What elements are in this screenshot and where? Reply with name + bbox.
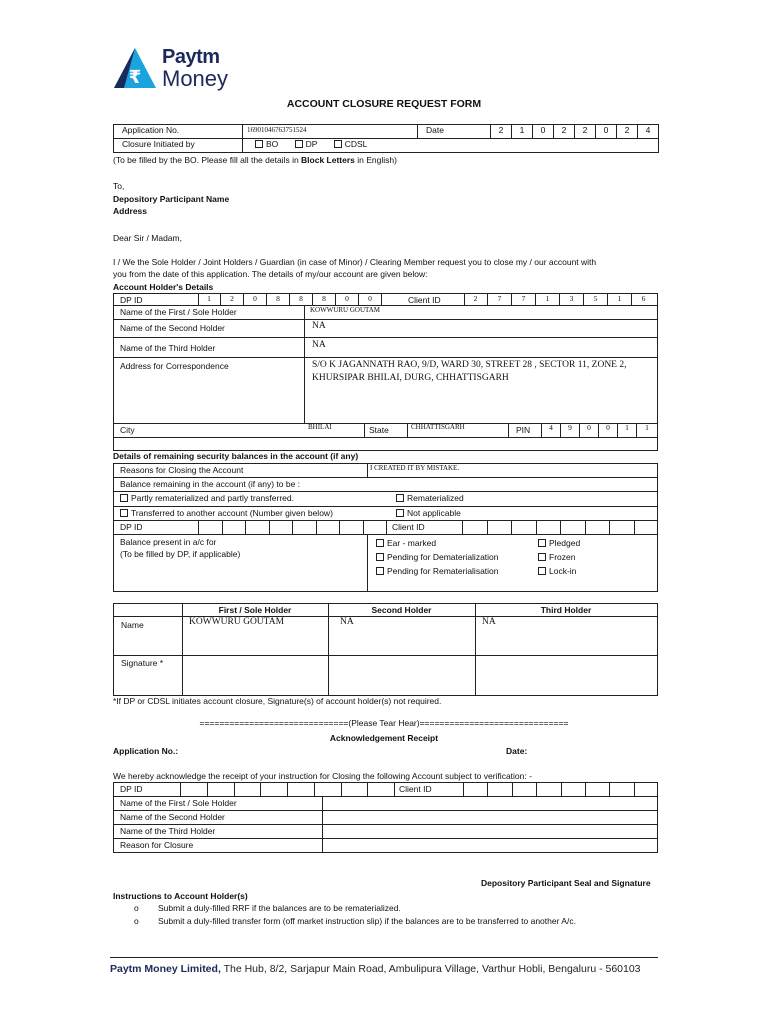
dp-id-digit: 0 <box>244 294 267 305</box>
signature-row-label: Signature * <box>121 658 164 668</box>
date-label: Date <box>418 125 491 139</box>
ack-reason-label: Reason for Closure <box>120 840 194 850</box>
checkbox-icon <box>334 140 342 148</box>
col-second-holder: Second Holder <box>371 605 432 615</box>
option-not-applicable[interactable]: Not applicable <box>396 508 461 519</box>
pin-label: PIN <box>516 425 531 435</box>
first-holder-label: Name of the First / Sole Holder <box>120 307 237 317</box>
body-line-1: I / We the Sole Holder / Joint Holders / Guardian (in case of Minor) / Clearing Member request you to close my / our account with <box>113 257 597 267</box>
signature-note: *If DP or CDSL initiates account closure, Signature(s) of account holder(s) not required. <box>113 696 442 706</box>
client-id-digit: 2 <box>464 294 488 305</box>
checkbox-dp[interactable]: DP <box>295 139 318 149</box>
ack-second-holder-field[interactable] <box>323 811 657 824</box>
state-label: State <box>369 425 389 435</box>
pin-digit: 9 <box>561 423 580 437</box>
checkbox-icon <box>376 539 384 547</box>
ack-heading: Acknowledgement Receipt <box>329 733 439 743</box>
option-pending-remat[interactable]: Pending for Rematerialisation <box>376 566 499 577</box>
dp-id-digit: 8 <box>313 294 336 305</box>
signature-box-second[interactable] <box>329 656 475 695</box>
checkbox-bo[interactable]: BO <box>255 139 278 149</box>
balances-dp-id-boxes[interactable] <box>198 520 387 534</box>
balances-client-id-label: Client ID <box>392 522 425 532</box>
instructions-heading: Instructions to Account Holder(s) <box>113 891 248 901</box>
dp-id-label: DP ID <box>120 295 143 305</box>
logo-text-money: Money <box>162 66 229 91</box>
bullet-icon: o <box>134 903 139 913</box>
client-id-digit: 1 <box>536 294 560 305</box>
ack-text: We hereby acknowledge the receipt of your instruction for Closing the following Account subject to verification: - <box>113 771 532 781</box>
checkbox-cdsl[interactable]: CDSL <box>334 139 368 149</box>
ack-dp-id-label: DP ID <box>120 784 143 794</box>
pin-boxes[interactable] <box>541 423 658 437</box>
address-label: Address <box>113 206 148 216</box>
balances-client-id-boxes[interactable] <box>462 520 658 534</box>
checkbox-icon <box>120 509 128 517</box>
client-id-digit: 1 <box>608 294 632 305</box>
pin-digit: 0 <box>599 423 618 437</box>
name-row-label: Name <box>121 620 144 630</box>
checkbox-icon <box>396 494 404 502</box>
balances-table <box>113 463 658 592</box>
pin-digit: 0 <box>580 423 599 437</box>
checkbox-icon <box>120 494 128 502</box>
instruction-item: o Submit a duly-filled RRF if the balances are to be rematerialized. <box>134 903 401 913</box>
ack-dp-id-boxes[interactable] <box>180 783 395 796</box>
checkbox-icon <box>538 553 546 561</box>
signature-box-third[interactable] <box>476 656 657 695</box>
bullet-icon: o <box>134 916 139 926</box>
col-first-holder: First / Sole Holder <box>218 605 292 615</box>
dp-id-digit: 8 <box>290 294 313 305</box>
checkbox-icon <box>376 567 384 575</box>
client-id-label: Client ID <box>408 295 441 305</box>
ack-third-holder-field[interactable] <box>323 825 657 838</box>
sig-name-third[interactable]: NA <box>482 617 496 627</box>
pin-digit: 1 <box>618 423 637 437</box>
second-holder-label: Name of the Second Holder <box>120 323 225 333</box>
ack-table <box>113 782 658 853</box>
dp-id-digit: 1 <box>198 294 221 305</box>
city-value[interactable]: BHILAI <box>308 423 332 431</box>
dp-seal-signature: Depository Participant Seal and Signature <box>481 878 651 888</box>
dp-id-digit: 2 <box>221 294 244 305</box>
ack-third-holder-label: Name of the Third Holder <box>120 826 216 836</box>
third-holder-label: Name of the Third Holder <box>120 343 216 353</box>
paytm-money-logo <box>112 44 252 100</box>
date-digit[interactable]: 0 <box>533 125 554 139</box>
option-pledged[interactable]: Pledged <box>538 538 580 549</box>
instruction-item: o Submit a duly-filled transfer form (off market instruction slip) if the balances are to be transferred to another A/c. <box>134 916 576 926</box>
sig-name-second[interactable]: NA <box>340 617 354 627</box>
date-digit[interactable]: 2 <box>554 125 575 139</box>
ack-date-label: Date: <box>506 746 528 756</box>
third-holder-value[interactable]: NA <box>312 340 326 350</box>
option-ear-marked[interactable]: Ear - marked <box>376 538 436 549</box>
to-label: To, <box>113 181 125 191</box>
client-id-boxes[interactable] <box>464 294 656 305</box>
dp-id-digit: 0 <box>359 294 382 305</box>
date-digit[interactable]: 4 <box>638 125 659 139</box>
address-line-1: S/O K JAGANNATH RAO, 9/D, WARD 30, STREET 28 , SECTOR 11, ZONE 2, <box>312 360 627 370</box>
dp-id-digit: 8 <box>267 294 290 305</box>
state-value[interactable]: CHHATTISGARH <box>411 423 465 431</box>
city-label: City <box>120 425 135 435</box>
date-digit[interactable]: 2 <box>491 125 512 139</box>
client-id-digit: 7 <box>512 294 536 305</box>
balance-present-line1: Balance present in a/c for <box>120 537 217 547</box>
ack-first-holder-field[interactable] <box>323 797 657 810</box>
account-table <box>113 293 658 451</box>
salutation: Dear Sir / Madam, <box>113 233 182 243</box>
checkbox-icon <box>396 509 404 517</box>
dp-id-digit: 0 <box>336 294 359 305</box>
tear-line: ==============================(Please Tear Hear)============================== <box>199 718 569 728</box>
option-pending-demat[interactable]: Pending for Dematerialization <box>376 552 499 563</box>
address-correspondence-label: Address for Correspondence <box>120 361 229 371</box>
reason-label: Reasons for Closing the Account <box>120 465 244 475</box>
header-table <box>113 124 659 153</box>
application-no-label: Application No. <box>114 125 243 139</box>
balance-present-line2: (To be filled by DP, if applicable) <box>120 549 241 559</box>
checkbox-icon <box>376 553 384 561</box>
client-id-digit: 5 <box>584 294 608 305</box>
client-id-digit: 6 <box>641 294 646 303</box>
second-holder-value[interactable]: NA <box>312 321 326 331</box>
option-rematerialized[interactable]: Rematerialized <box>396 493 464 504</box>
reason-value[interactable]: I CREATED IT BY MISTAKE. <box>370 464 460 472</box>
signature-box-first[interactable] <box>183 656 328 695</box>
option-frozen[interactable]: Frozen <box>538 552 575 563</box>
application-no-value[interactable]: 169010467637515​24 <box>243 125 418 139</box>
pin-digit: 4 <box>542 423 561 437</box>
ack-client-id-label: Client ID <box>399 784 432 794</box>
balances-dp-id-label: DP ID <box>120 522 143 532</box>
ack-first-holder-label: Name of the First / Sole Holder <box>120 798 237 808</box>
footer-rule <box>110 957 658 958</box>
balances-heading: Details of remaining security balances in the account (if any) <box>113 451 359 461</box>
date-digit[interactable]: 1 <box>512 125 533 139</box>
ack-application-label: Application No.: <box>113 746 179 756</box>
account-holder-heading: Account Holder's Details <box>113 282 214 292</box>
first-holder-value[interactable]: KOWWURU GOUTAM <box>310 306 381 314</box>
date-digit[interactable]: 2 <box>617 125 638 139</box>
option-partly[interactable]: Partly rematerialized and partly transferred. <box>120 493 294 504</box>
svg-text:₹: ₹ <box>128 67 142 88</box>
closure-options <box>243 139 659 153</box>
ack-client-id-boxes[interactable] <box>463 783 658 796</box>
sig-name-first[interactable]: KOWWURU GOUTAM <box>189 617 285 627</box>
checkbox-icon <box>538 539 546 547</box>
checkbox-icon <box>255 140 263 148</box>
client-id-digit: 7 <box>488 294 512 305</box>
logo-mark-icon <box>112 46 158 90</box>
address-line-2: KHURSIPAR BHILAI, DURG, CHHATTISGARH <box>312 373 509 383</box>
col-third-holder: Third Holder <box>540 605 592 615</box>
fill-note: (To be filled by the BO. Please fill all the details in Block Letters in English) <box>113 155 397 165</box>
form-title: ACCOUNT CLOSURE REQUEST FORM <box>286 98 482 110</box>
date-digit[interactable]: 2 <box>575 125 596 139</box>
pin-digit: 1 <box>645 423 649 432</box>
logo-text-paytm: Paytm <box>162 46 220 68</box>
body-line-2: you from the date of this application. The details of my/our account are given below: <box>113 269 428 279</box>
ack-second-holder-label: Name of the Second Holder <box>120 812 225 822</box>
balance-remaining-label: Balance remaining in the account (if any) to be : <box>120 479 301 489</box>
signature-table <box>113 603 658 696</box>
address-value[interactable] <box>312 359 626 385</box>
ack-reason-field[interactable] <box>323 839 657 852</box>
option-lock-in[interactable]: Lock-in <box>538 566 576 577</box>
dp-name-label: Depository Participant Name <box>113 194 230 204</box>
dp-id-boxes[interactable] <box>198 294 382 305</box>
footer-address: Paytm Money Limited, The Hub, 8/2, Sarjapur Main Road, Ambulipura Village, Varthur Hobli, Bengaluru - 560103 <box>110 963 641 975</box>
client-id-digit: 3 <box>560 294 584 305</box>
checkbox-icon <box>295 140 303 148</box>
checkbox-icon <box>538 567 546 575</box>
option-transferred[interactable]: Transferred to another account (Number given below) <box>120 508 333 519</box>
closure-initiated-label: Closure Initiated by <box>114 139 243 153</box>
date-digit[interactable]: 0 <box>596 125 617 139</box>
